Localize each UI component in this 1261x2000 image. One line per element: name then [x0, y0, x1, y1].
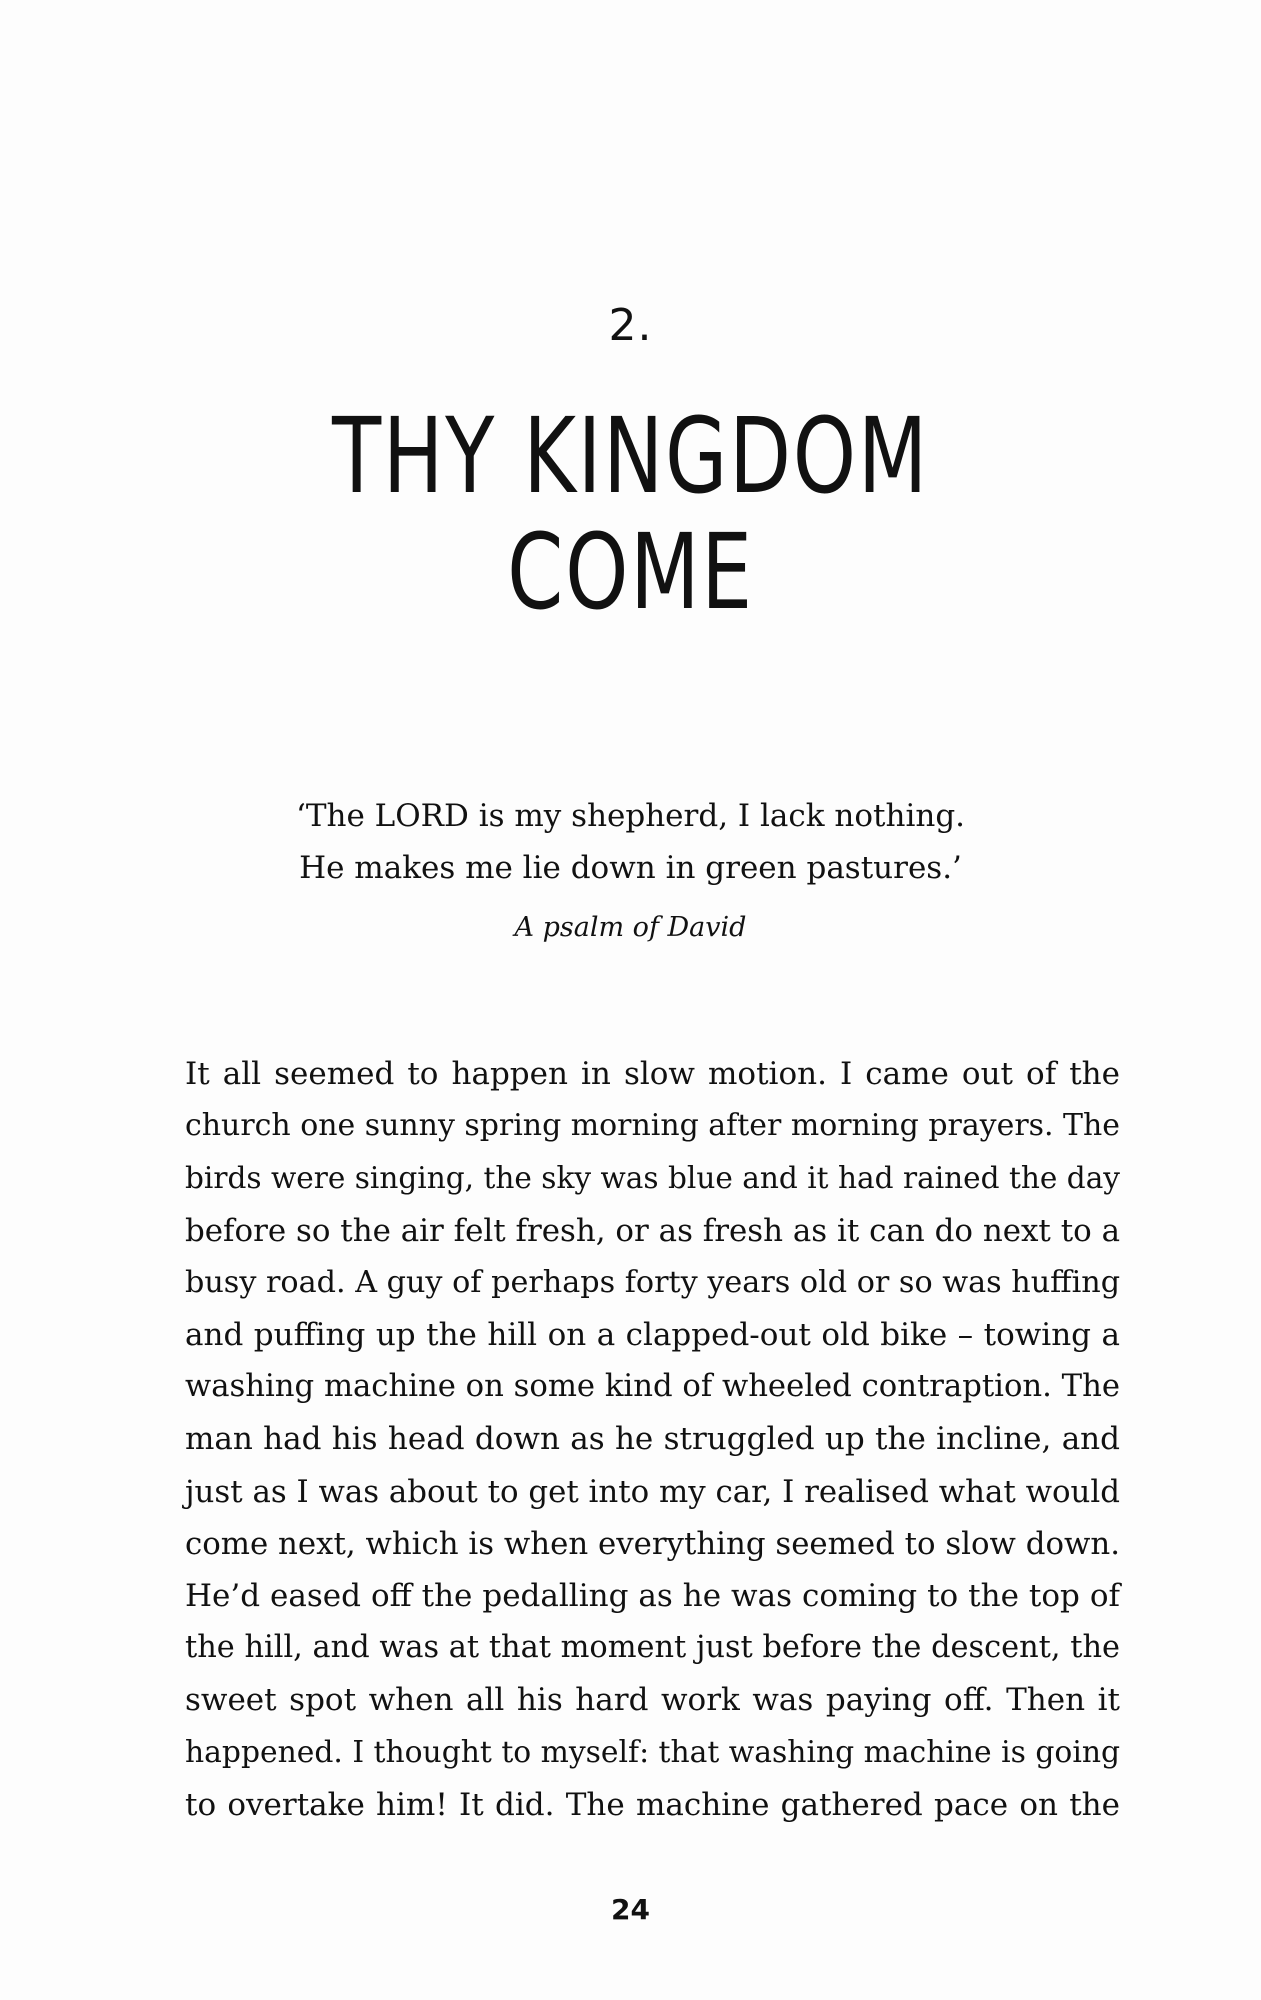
- body-line: before so the air felt fresh, or as fresh as it can do next to a: [185, 1212, 1120, 1249]
- body-line: sweet spot when all his hard work was paying off. Then it: [185, 1682, 1120, 1719]
- chapter-number: 2.: [608, 300, 653, 351]
- body-line: man had his head down as he struggled up the incline, and: [185, 1421, 1120, 1458]
- epigraph-line: He makes me lie down in green pastures.’: [299, 850, 962, 886]
- body-line: come next, which is when everything seemed to slow down.: [185, 1525, 1120, 1562]
- body-line: happened. I thought to myself: that washing machine is going: [185, 1734, 1121, 1770]
- body-line: to overtake him! It did. The machine gathered pace on the: [185, 1786, 1120, 1823]
- body-line: He’d eased off the pedalling as he was coming to the top of: [185, 1578, 1120, 1615]
- page-number: 24: [611, 1893, 650, 1926]
- body-line: busy road. A guy of perhaps forty years old or so was huffing: [185, 1264, 1121, 1300]
- body-line: and puffing up the hill on a clapped-out old bike – towing a: [185, 1317, 1120, 1354]
- body-line: washing machine on some kind of wheeled contraption. The: [185, 1369, 1120, 1405]
- body-line: just as I was about to get into my car, I realised what would: [185, 1473, 1120, 1510]
- body-line: It all seemed to happen in slow motion. I came out of the: [185, 1056, 1120, 1092]
- chapter-title: [88, 395, 1172, 633]
- body-line: birds were singing, the sky was blue and it had rained the day: [185, 1161, 1120, 1196]
- chapter-title-line: COME: [507, 511, 754, 633]
- epigraph-attribution: A psalm of David: [514, 912, 747, 943]
- chapter-title-line: THY KINGDOM: [331, 395, 930, 517]
- body-paragraph: [185, 1048, 1120, 1831]
- epigraph-line: ‘The LORD is my shepherd, I lack nothing.: [295, 798, 966, 834]
- epigraph-quote: [0, 790, 1261, 894]
- body-line: church one sunny spring morning after morning prayers. The: [185, 1108, 1120, 1144]
- body-line: the hill, and was at that moment just before the descent, the: [185, 1630, 1120, 1666]
